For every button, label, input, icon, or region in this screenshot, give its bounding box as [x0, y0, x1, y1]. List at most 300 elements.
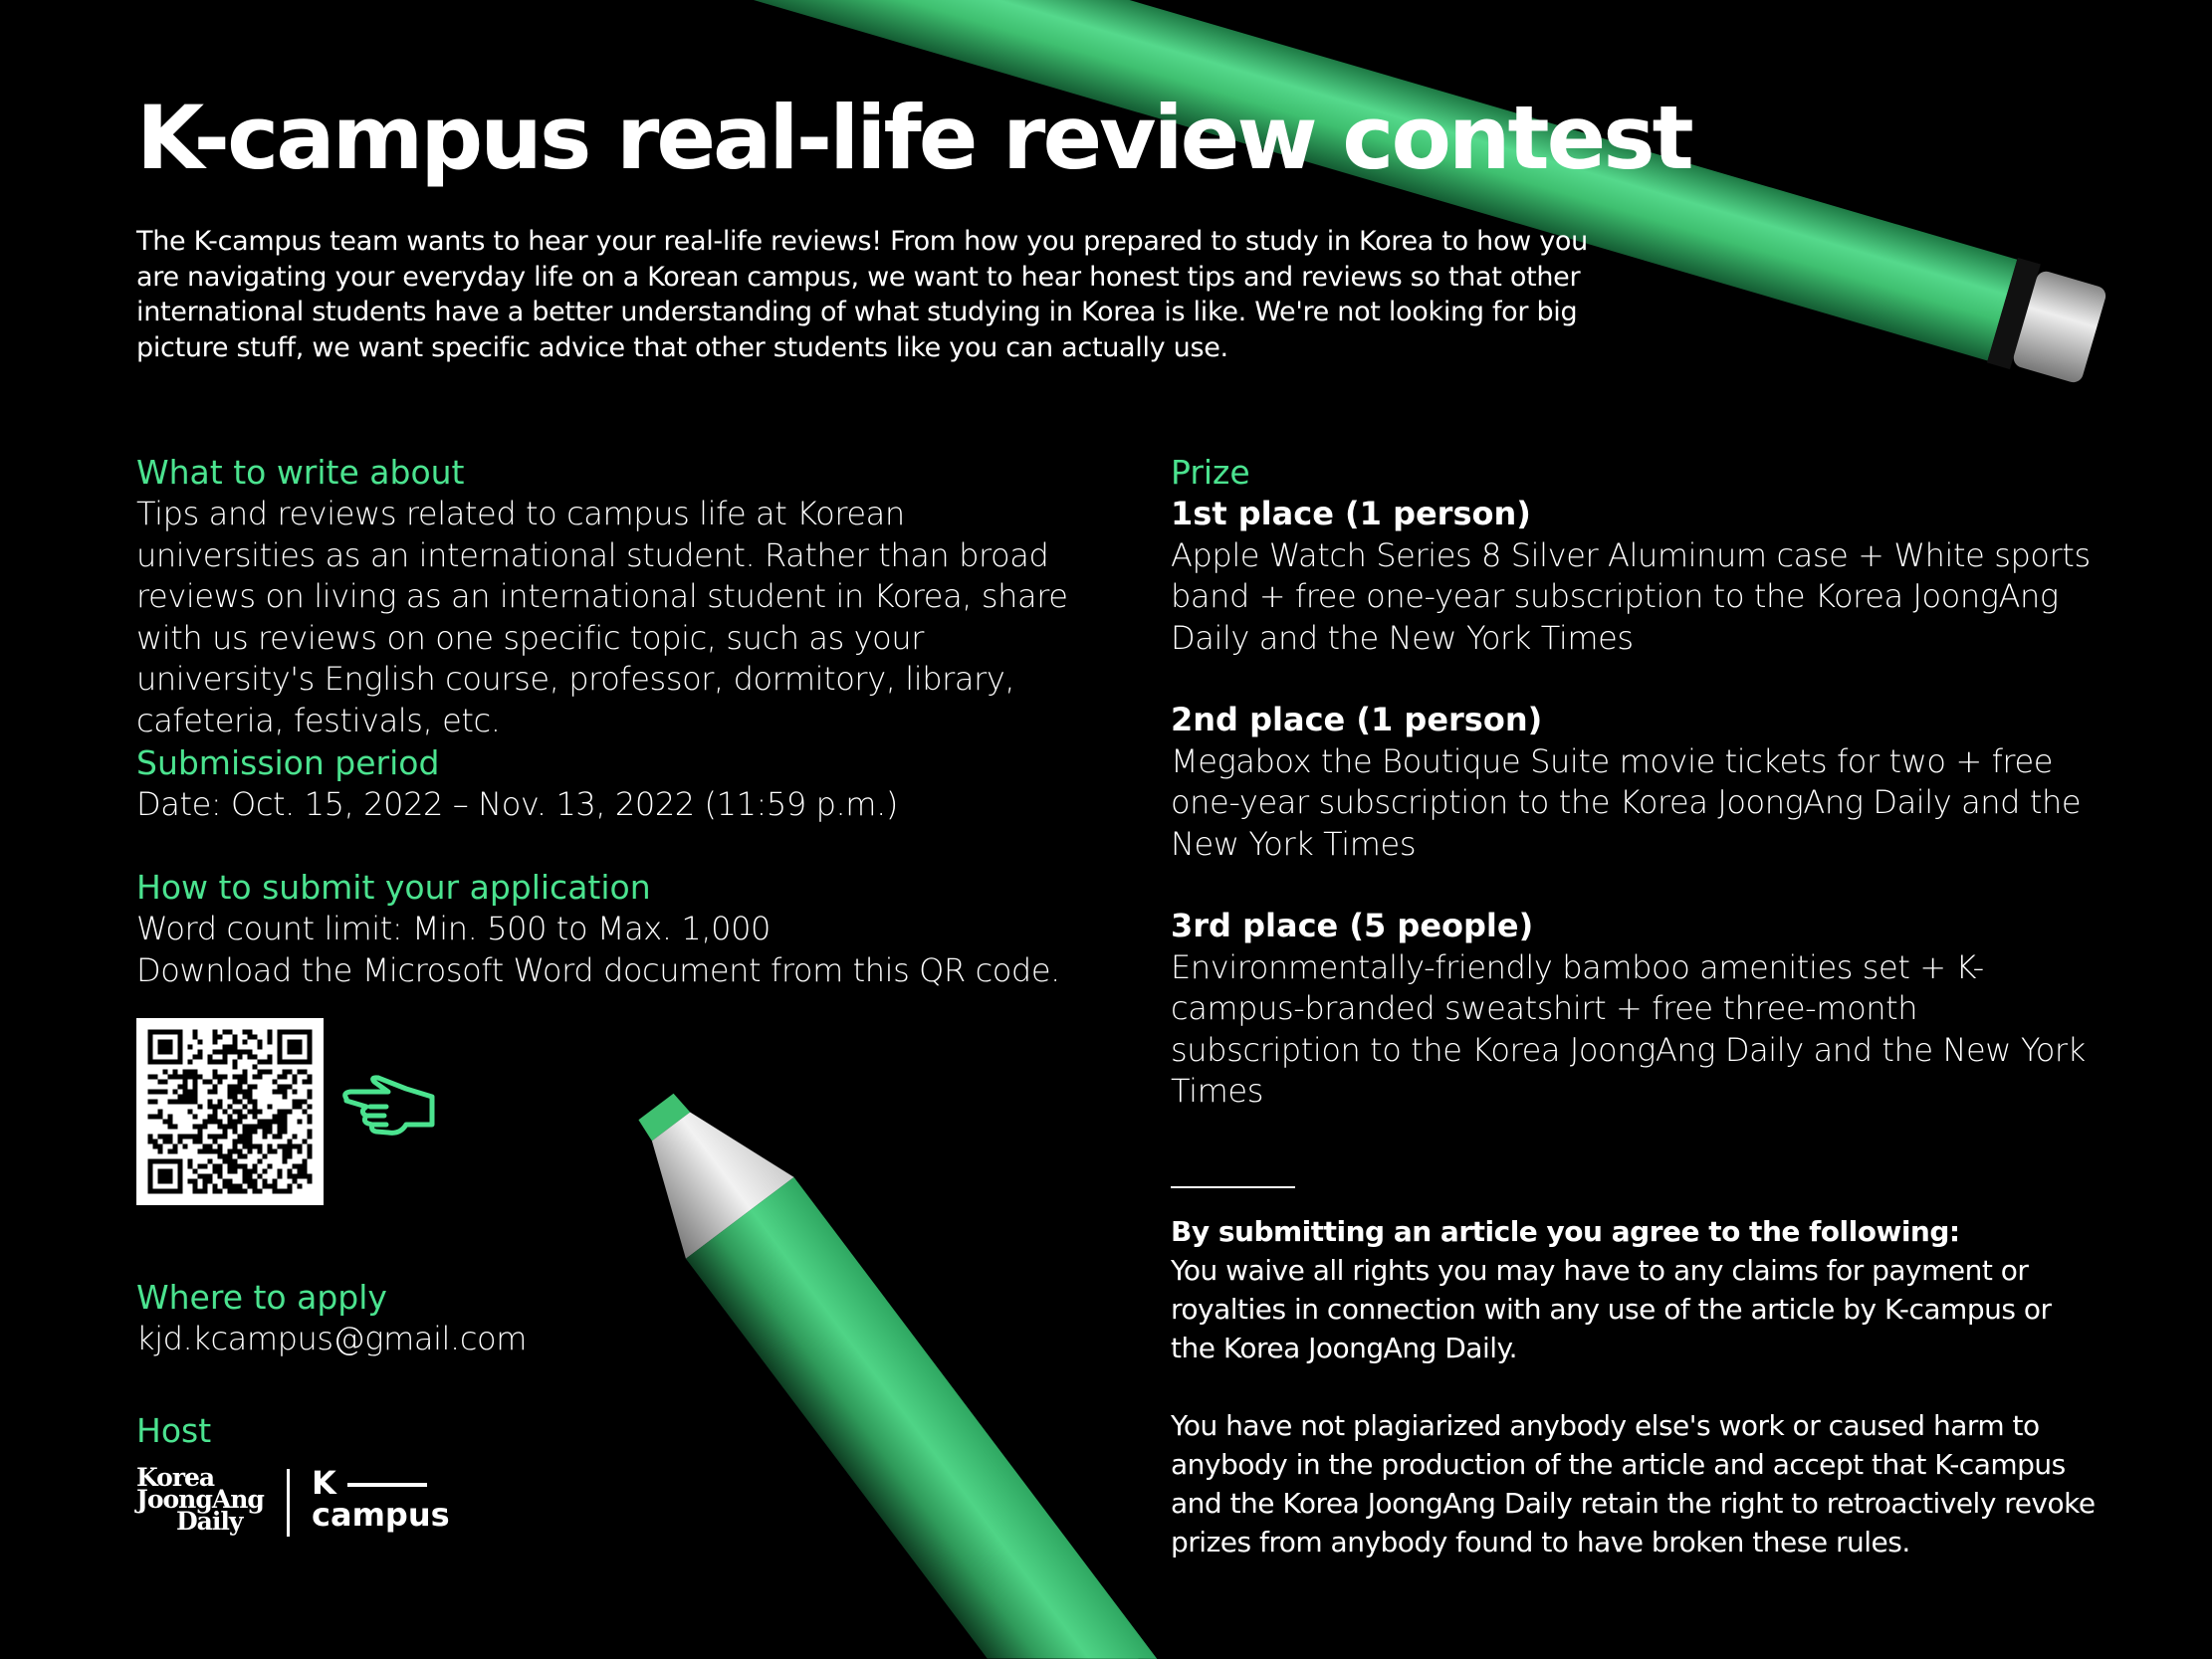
qr-module [233, 1060, 238, 1065]
qr-module [308, 1154, 313, 1159]
qr-module [223, 1154, 228, 1159]
qr-module [308, 1075, 313, 1080]
qr-module [163, 1090, 168, 1095]
qr-module [303, 1100, 308, 1105]
qr-module [188, 1090, 193, 1095]
qr-module [253, 1100, 258, 1105]
qr-module [263, 1179, 268, 1184]
qr-module [248, 1135, 253, 1140]
qr-module [148, 1115, 153, 1120]
korea-joongang-daily-logo [136, 1463, 266, 1536]
qr-module [228, 1184, 233, 1189]
qr-module [218, 1080, 223, 1085]
qr-module [268, 1040, 273, 1045]
qr-module [198, 1050, 203, 1055]
qr-module [268, 1070, 273, 1075]
qr-module [163, 1070, 168, 1075]
qr-module [198, 1135, 203, 1140]
prize-1st [1171, 494, 2116, 659]
qr-module [268, 1030, 273, 1035]
qr-module [298, 1120, 303, 1125]
qr-module [153, 1075, 158, 1080]
qr-module [213, 1135, 218, 1140]
qr-module [213, 1070, 218, 1075]
qr-module [273, 1090, 278, 1095]
qr-module [298, 1149, 303, 1154]
qr-module [298, 1174, 303, 1179]
qr-module [193, 1075, 198, 1080]
qr-module [283, 1159, 288, 1164]
qr-module [293, 1090, 298, 1095]
qr-module [183, 1090, 188, 1095]
qr-module [283, 1090, 288, 1095]
qr-module [273, 1120, 278, 1125]
qr-module [188, 1095, 193, 1100]
qr-module [233, 1159, 238, 1164]
qr-module [158, 1110, 163, 1115]
qr-module [198, 1125, 203, 1130]
qr-module [228, 1120, 233, 1125]
qr-module [288, 1189, 293, 1194]
qr-module [308, 1174, 313, 1179]
qr-module [233, 1130, 238, 1135]
qr-module [213, 1060, 218, 1065]
qr-module [183, 1075, 188, 1080]
qr-module [233, 1140, 238, 1144]
qr-module [298, 1164, 303, 1169]
qr-module [188, 1179, 193, 1184]
qr-module [233, 1164, 238, 1169]
qr-module [303, 1080, 308, 1085]
qr-module [198, 1040, 203, 1045]
prize-heading: Prize [1171, 453, 1250, 492]
prize-desc: Apple Watch Series 8 Silver Aluminum case + White sports band + free one-year subscription to the Korea JoongAng Daily and the New York Times [1171, 535, 2091, 657]
qr-module [208, 1135, 213, 1140]
qr-module [208, 1120, 213, 1125]
qr-module [148, 1140, 153, 1144]
qr-module [223, 1159, 228, 1164]
qr-module [218, 1164, 223, 1169]
qr-module [283, 1120, 288, 1125]
qr-module [193, 1085, 198, 1090]
qr-module [198, 1055, 203, 1060]
qr-module [258, 1045, 263, 1050]
qr-module [243, 1169, 248, 1174]
qr-module [283, 1130, 288, 1135]
qr-module [208, 1174, 213, 1179]
qr-module [203, 1164, 208, 1169]
qr-module [188, 1110, 193, 1115]
qr-module [268, 1184, 273, 1189]
qr-module [213, 1090, 218, 1095]
qr-module [153, 1090, 158, 1095]
logo-campus: campus [312, 1496, 450, 1534]
qr-module [253, 1179, 258, 1184]
qr-module [253, 1035, 258, 1040]
qr-module [293, 1179, 298, 1184]
qr-module [263, 1130, 268, 1135]
qr-module [238, 1149, 243, 1154]
qr-module [273, 1149, 278, 1154]
qr-module [258, 1149, 263, 1154]
qr-module [213, 1040, 218, 1045]
qr-module [298, 1100, 303, 1105]
qr-module [168, 1135, 173, 1140]
qr-module [258, 1125, 263, 1130]
qr-module [243, 1125, 248, 1130]
qr-module [268, 1130, 273, 1135]
qr-module [208, 1159, 213, 1164]
qr-module [163, 1080, 168, 1085]
qr-module [168, 1149, 173, 1154]
qr-module [258, 1040, 263, 1045]
qr-module [268, 1055, 273, 1060]
qr-module [193, 1100, 198, 1105]
qr-module [278, 1115, 283, 1120]
qr-module [213, 1030, 218, 1035]
qr-module [283, 1070, 288, 1075]
qr-module [158, 1090, 163, 1095]
qr-module [238, 1085, 243, 1090]
qr-module [183, 1085, 188, 1090]
bottom-pencil [602, 1066, 1158, 1659]
qr-module [183, 1070, 188, 1075]
qr-module [308, 1120, 313, 1125]
qr-module [293, 1075, 298, 1080]
qr-module [243, 1105, 248, 1110]
terms-heading: By submitting an article you agree to the following: [1171, 1215, 1960, 1248]
qr-code[interactable] [136, 1018, 324, 1205]
qr-module [188, 1135, 193, 1140]
qr-module [233, 1100, 238, 1105]
qr-module [233, 1090, 238, 1095]
logo-word: JoongAng [136, 1485, 264, 1514]
qr-module [208, 1090, 213, 1095]
qr-module [283, 1154, 288, 1159]
qr-module [243, 1130, 248, 1135]
qr-module [268, 1035, 273, 1040]
qr-module [293, 1080, 298, 1085]
qr-module [278, 1189, 283, 1194]
logo-k: K [312, 1467, 450, 1499]
email-link[interactable]: kjd.kcampus@gmail.com [136, 1320, 527, 1357]
qr-module [278, 1110, 283, 1115]
qr-module [223, 1030, 228, 1035]
qr-module [218, 1125, 223, 1130]
qr-module [248, 1169, 253, 1174]
qr-module [303, 1140, 308, 1144]
qr-finder [288, 1040, 303, 1055]
qr-module [288, 1174, 293, 1179]
qr-module [193, 1070, 198, 1075]
qr-module [148, 1100, 153, 1105]
qr-module [288, 1085, 293, 1090]
qr-module [198, 1105, 203, 1110]
qr-module [233, 1095, 238, 1100]
qr-module [193, 1035, 198, 1040]
qr-module [223, 1075, 228, 1080]
qr-module [253, 1085, 258, 1090]
qr-module [248, 1179, 253, 1184]
qr-module [213, 1120, 218, 1125]
logo-line [347, 1483, 427, 1487]
qr-module [203, 1120, 208, 1125]
qr-module [208, 1115, 213, 1120]
qr-module [193, 1095, 198, 1100]
qr-module [203, 1125, 208, 1130]
qr-module [283, 1125, 288, 1130]
qr-module [258, 1174, 263, 1179]
submission-period-section [136, 742, 1082, 826]
qr-module [258, 1060, 263, 1065]
qr-module [193, 1080, 198, 1085]
qr-module [228, 1115, 233, 1120]
qr-module [298, 1105, 303, 1110]
qr-module [268, 1060, 273, 1065]
qr-module [213, 1140, 218, 1144]
qr-code-pattern [136, 1018, 324, 1205]
qr-module [238, 1075, 243, 1080]
qr-module [258, 1070, 263, 1075]
qr-module [278, 1130, 283, 1135]
qr-module [263, 1120, 268, 1125]
qr-module [218, 1144, 223, 1149]
qr-module [278, 1125, 283, 1130]
qr-module [253, 1144, 258, 1149]
qr-module [243, 1189, 248, 1194]
qr-module [288, 1144, 293, 1149]
qr-module [233, 1050, 238, 1055]
qr-module [198, 1164, 203, 1169]
qr-module [233, 1075, 238, 1080]
qr-module [223, 1060, 228, 1065]
qr-module [243, 1070, 248, 1075]
qr-module [168, 1075, 173, 1080]
qr-module [223, 1130, 228, 1135]
qr-module [153, 1144, 158, 1149]
qr-module [178, 1085, 183, 1090]
qr-module [293, 1144, 298, 1149]
qr-module [233, 1169, 238, 1174]
qr-module [228, 1095, 233, 1100]
qr-module [193, 1125, 198, 1130]
logo-divider [287, 1469, 290, 1537]
logo-word: Daily [176, 1507, 243, 1536]
qr-module [248, 1130, 253, 1135]
qr-module [213, 1169, 218, 1174]
qr-module [243, 1030, 248, 1035]
qr-module [173, 1070, 178, 1075]
qr-module [243, 1090, 248, 1095]
qr-module [288, 1184, 293, 1189]
qr-module [163, 1120, 168, 1125]
qr-module [238, 1090, 243, 1095]
qr-module [153, 1115, 158, 1120]
word-limit: Word count limit: Min. 500 to Max. 1,000 [136, 910, 772, 947]
qr-module [283, 1085, 288, 1090]
qr-module [243, 1144, 248, 1149]
qr-module [253, 1164, 258, 1169]
qr-module [173, 1144, 178, 1149]
qr-module [228, 1169, 233, 1174]
prize-place: 1st place (1 person) [1171, 495, 1531, 532]
qr-module [243, 1095, 248, 1100]
qr-module [273, 1189, 278, 1194]
qr-module [203, 1179, 208, 1184]
qr-module [228, 1189, 233, 1194]
qr-module [223, 1135, 228, 1140]
qr-module [243, 1179, 248, 1184]
qr-module [278, 1135, 283, 1140]
qr-module [263, 1060, 268, 1065]
qr-module [223, 1179, 228, 1184]
terms-paragraph-2: You have not plagiarized anybody else's work or caused harm to anybody in the production of the article and accept that K-campus and the Korea JoongAng Daily retain the right to retroactively revoke prizes from anybody found to have broken these rules. [1171, 1409, 2096, 1558]
qr-module [223, 1125, 228, 1130]
qr-module [268, 1149, 273, 1154]
download-instruction: Download the Microsoft Word document from this QR code. [136, 950, 1060, 989]
qr-module [298, 1184, 303, 1189]
qr-module [273, 1135, 278, 1140]
qr-module [303, 1174, 308, 1179]
qr-module [263, 1135, 268, 1140]
qr-module [288, 1070, 293, 1075]
qr-module [293, 1105, 298, 1110]
qr-module [228, 1159, 233, 1164]
qr-module [248, 1085, 253, 1090]
qr-module [218, 1174, 223, 1179]
qr-module [188, 1159, 193, 1164]
qr-module [178, 1140, 183, 1144]
qr-module [228, 1179, 233, 1184]
qr-module [278, 1120, 283, 1125]
qr-module [148, 1075, 153, 1080]
qr-module [233, 1120, 238, 1125]
qr-module [298, 1169, 303, 1174]
qr-module [243, 1140, 248, 1144]
qr-module [233, 1110, 238, 1115]
qr-module [223, 1050, 228, 1055]
qr-module [288, 1169, 293, 1174]
qr-module [248, 1144, 253, 1149]
qr-module [173, 1075, 178, 1080]
qr-module [183, 1144, 188, 1149]
qr-module [238, 1080, 243, 1085]
qr-module [193, 1030, 198, 1035]
section-heading: Submission period [136, 743, 440, 782]
qr-module [308, 1115, 313, 1120]
qr-module [233, 1040, 238, 1045]
qr-module [218, 1100, 223, 1105]
qr-module [248, 1090, 253, 1095]
qr-module [193, 1184, 198, 1189]
qr-module [278, 1174, 283, 1179]
qr-module [283, 1110, 288, 1115]
what-to-write-section [136, 452, 1082, 741]
qr-module [218, 1120, 223, 1125]
qr-module [258, 1144, 263, 1149]
qr-module [213, 1149, 218, 1154]
qr-module [268, 1105, 273, 1110]
qr-module [183, 1100, 188, 1105]
qr-module [243, 1050, 248, 1055]
qr-module [228, 1045, 233, 1050]
qr-module [193, 1179, 198, 1184]
qr-module [208, 1055, 213, 1060]
qr-module [253, 1125, 258, 1130]
qr-module [213, 1189, 218, 1194]
qr-module [233, 1045, 238, 1050]
qr-module [268, 1120, 273, 1125]
qr-module [168, 1125, 173, 1130]
qr-module [248, 1110, 253, 1115]
qr-module [303, 1159, 308, 1164]
qr-module [193, 1115, 198, 1120]
qr-module [238, 1115, 243, 1120]
qr-module [218, 1154, 223, 1159]
qr-module [273, 1184, 278, 1189]
qr-module [273, 1179, 278, 1184]
prize-3rd [1171, 906, 2116, 1113]
qr-module [308, 1130, 313, 1135]
qr-module [208, 1100, 213, 1105]
qr-module [218, 1050, 223, 1055]
qr-module [203, 1189, 208, 1194]
qr-module [183, 1135, 188, 1140]
section-heading: What to write about [136, 453, 465, 492]
prize-desc: Environmentally-friendly bamboo amenities set + K-campus-branded sweatshirt + free three-month subscription to the Korea JoongAng Daily and the New York Times [1171, 947, 2086, 1110]
prize-desc: Megabox the Boutique Suite movie tickets for two + free one-year subscription to the Korea JoongAng Daily and the New York Times [1171, 741, 2082, 863]
qr-module [278, 1085, 283, 1090]
qr-module [238, 1055, 243, 1060]
qr-module [218, 1075, 223, 1080]
qr-module [208, 1149, 213, 1154]
terms-section [1171, 1212, 2097, 1561]
qr-module [248, 1100, 253, 1105]
qr-module [228, 1090, 233, 1095]
qr-module [218, 1035, 223, 1040]
qr-module [293, 1100, 298, 1105]
qr-module [203, 1080, 208, 1085]
qr-module [148, 1090, 153, 1095]
qr-module [303, 1164, 308, 1169]
qr-module [233, 1125, 238, 1130]
qr-module [308, 1144, 313, 1149]
qr-module [263, 1070, 268, 1075]
qr-module [158, 1135, 163, 1140]
qr-module [263, 1184, 268, 1189]
qr-module [248, 1050, 253, 1055]
qr-module [218, 1189, 223, 1194]
qr-module [283, 1075, 288, 1080]
qr-module [308, 1080, 313, 1085]
qr-module [228, 1164, 233, 1169]
qr-module [223, 1055, 228, 1060]
intro-paragraph: The K-campus team wants to hear your real-life reviews! From how you prepared to study in Korea to how you are navigating your everyday life on a Korean campus, we want to hear honest tips and reviews so that other international students have a better understanding of what studying in Korea is like. We're not looking for big picture stuff, we want specific advice that other students like you can actually use. [136, 226, 1588, 363]
qr-module [228, 1030, 233, 1035]
qr-module [263, 1169, 268, 1174]
qr-module [248, 1174, 253, 1179]
qr-module [268, 1125, 273, 1130]
qr-module [213, 1075, 218, 1080]
qr-module [208, 1105, 213, 1110]
qr-module [213, 1164, 218, 1169]
qr-module [288, 1154, 293, 1159]
qr-module [228, 1050, 233, 1055]
qr-module [158, 1144, 163, 1149]
qr-module [213, 1105, 218, 1110]
qr-module [148, 1135, 153, 1140]
qr-module [308, 1135, 313, 1140]
